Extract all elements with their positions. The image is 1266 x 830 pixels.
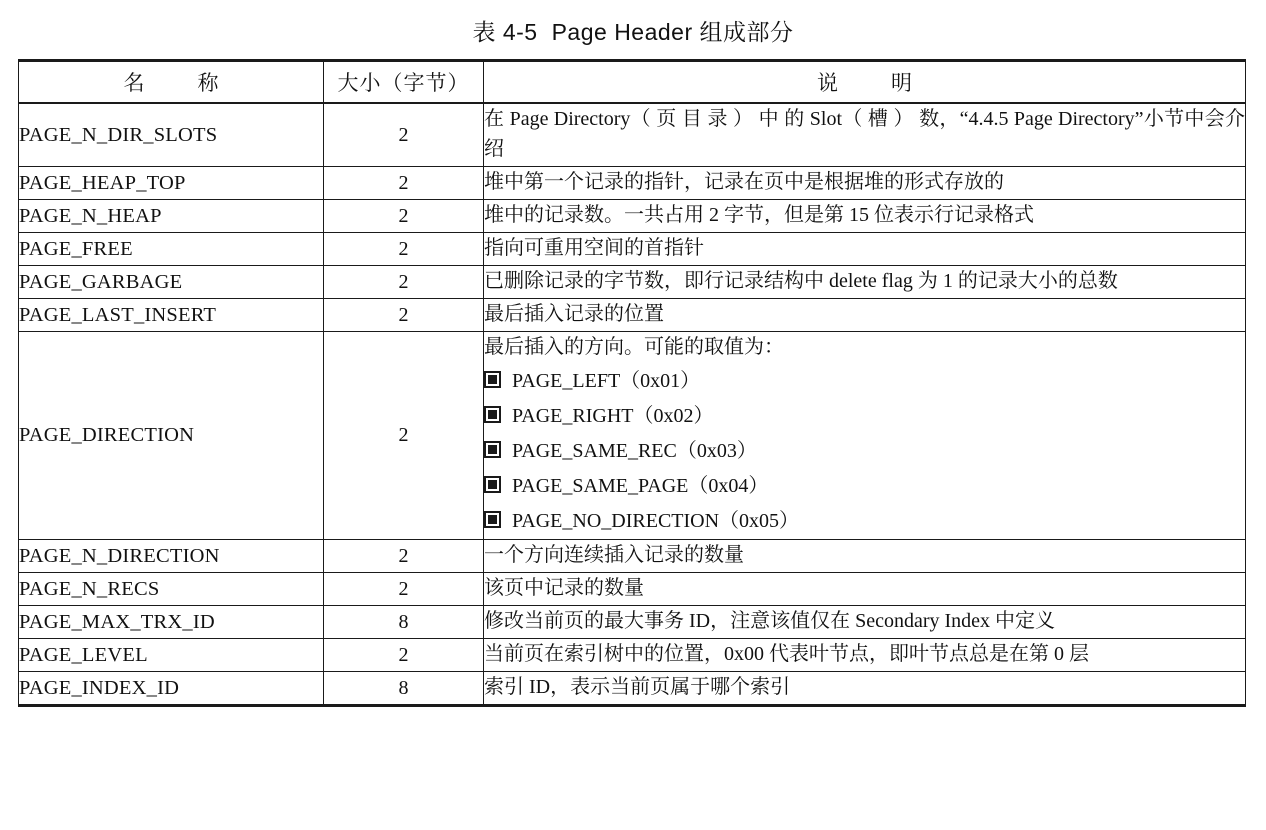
list-item-label: PAGE_SAME_PAGE（0x04）: [512, 475, 769, 497]
bullet-square-icon: [484, 476, 501, 493]
description-text: 一个方向连续插入记录的数量: [484, 544, 744, 566]
cell-field-description: [484, 573, 1246, 606]
description-text: 修改当前页的最大事务 ID，注意该值仅在 Secondary Index 中定义: [484, 610, 1056, 632]
table-header-row: [19, 61, 1246, 104]
cell-field-size: 2: [324, 299, 484, 332]
description-text: 在 Page Directory（ 页 目 录 ） 中 的 Slot（ 槽 ） 数，“4.4.5 Page Directory”小节中会介绍: [484, 108, 1245, 160]
column-header-size: [324, 61, 484, 104]
description-text: 索引 ID，表示当前页属于哪个索引: [484, 676, 791, 698]
table-row: [19, 200, 1246, 233]
table-row: [19, 299, 1246, 332]
cell-field-name: PAGE_FREE: [19, 233, 324, 266]
table-row: [19, 266, 1246, 299]
cell-field-description: [484, 299, 1246, 332]
description-text: 最后插入的方向。可能的取值为：: [484, 336, 784, 358]
cell-field-description: [484, 606, 1246, 639]
cell-field-description: [484, 540, 1246, 573]
cell-field-description: [484, 332, 1246, 540]
cell-field-description: [484, 672, 1246, 706]
description-text: 该页中记录的数量: [484, 577, 644, 599]
bullet-square-icon: [484, 441, 501, 458]
cell-field-description: [484, 167, 1246, 200]
bullet-square-icon: [484, 511, 501, 528]
cell-field-name: PAGE_HEAP_TOP: [19, 167, 324, 200]
bullet-square-icon: [484, 371, 501, 388]
list-item: [484, 434, 1245, 469]
cell-field-name: PAGE_N_DIR_SLOTS: [19, 103, 324, 167]
cell-field-size: 2: [324, 573, 484, 606]
cell-field-name: PAGE_DIRECTION: [19, 332, 324, 540]
cell-field-size: 2: [324, 332, 484, 540]
list-item-label: PAGE_SAME_REC（0x03）: [512, 440, 757, 462]
table-caption: [18, 14, 1248, 47]
cell-field-size: 2: [324, 200, 484, 233]
table-caption-title: Page Header 组成部分: [551, 19, 794, 45]
description-text: 最后插入记录的位置: [484, 303, 664, 325]
table-row: [19, 573, 1246, 606]
list-item: [484, 364, 1245, 399]
cell-field-name: PAGE_N_DIRECTION: [19, 540, 324, 573]
table-row: [19, 540, 1246, 573]
list-item-label: PAGE_NO_DIRECTION（0x05）: [512, 510, 800, 532]
cell-field-description: [484, 266, 1246, 299]
description-text: 已删除记录的字节数，即行记录结构中 delete flag 为 1 的记录大小的总数: [484, 270, 1118, 292]
cell-field-description: [484, 103, 1246, 167]
cell-field-description: [484, 639, 1246, 672]
description-text: 堆中第一个记录的指针，记录在页中是根据堆的形式存放的: [484, 171, 1004, 193]
cell-field-size: 2: [324, 167, 484, 200]
list-item-label: PAGE_RIGHT（0x02）: [512, 405, 714, 427]
description-text: 堆中的记录数。一共占用 2 字节，但是第 15 位表示行记录格式: [484, 204, 1034, 226]
cell-field-name: PAGE_LAST_INSERT: [19, 299, 324, 332]
cell-field-size: 2: [324, 266, 484, 299]
bullet-square-icon: [484, 406, 501, 423]
description-text: 当前页在索引树中的位置，0x00 代表叶节点，即叶节点总是在第 0 层: [484, 643, 1089, 665]
cell-field-size: 2: [324, 233, 484, 266]
column-header-description-label: 说 明: [817, 71, 928, 95]
column-header-name-label: 名 称: [123, 71, 235, 95]
cell-field-name: PAGE_LEVEL: [19, 639, 324, 672]
cell-field-size: 8: [324, 606, 484, 639]
table-row: [19, 606, 1246, 639]
table-row: [19, 167, 1246, 200]
column-header-description: [484, 61, 1246, 104]
table-row: [19, 233, 1246, 266]
column-header-size-label: 大小（字节）: [337, 71, 470, 95]
list-item: [484, 399, 1245, 434]
list-item: [484, 469, 1245, 504]
cell-field-size: 2: [324, 540, 484, 573]
description-text: 指向可重用空间的首指针: [484, 237, 704, 259]
table-row: [19, 639, 1246, 672]
table-caption-number: 表 4-5: [472, 19, 538, 45]
cell-field-description: [484, 233, 1246, 266]
list-item-label: PAGE_LEFT（0x01）: [512, 370, 701, 392]
column-header-name: [19, 61, 324, 104]
cell-field-size: 2: [324, 639, 484, 672]
table-body: [19, 103, 1246, 706]
table-head: [19, 61, 1246, 104]
cell-field-name: PAGE_N_HEAP: [19, 200, 324, 233]
description-bullet-list: [484, 364, 1245, 539]
cell-field-name: PAGE_N_RECS: [19, 573, 324, 606]
table-row: [19, 672, 1246, 706]
cell-field-size: 8: [324, 672, 484, 706]
page-header-table: [18, 59, 1246, 707]
cell-field-name: PAGE_GARBAGE: [19, 266, 324, 299]
list-item: [484, 504, 1245, 539]
cell-field-name: PAGE_INDEX_ID: [19, 672, 324, 706]
cell-field-name: PAGE_MAX_TRX_ID: [19, 606, 324, 639]
table-row: [19, 103, 1246, 167]
cell-field-size: 2: [324, 103, 484, 167]
table-row: [19, 332, 1246, 540]
cell-field-description: [484, 200, 1246, 233]
